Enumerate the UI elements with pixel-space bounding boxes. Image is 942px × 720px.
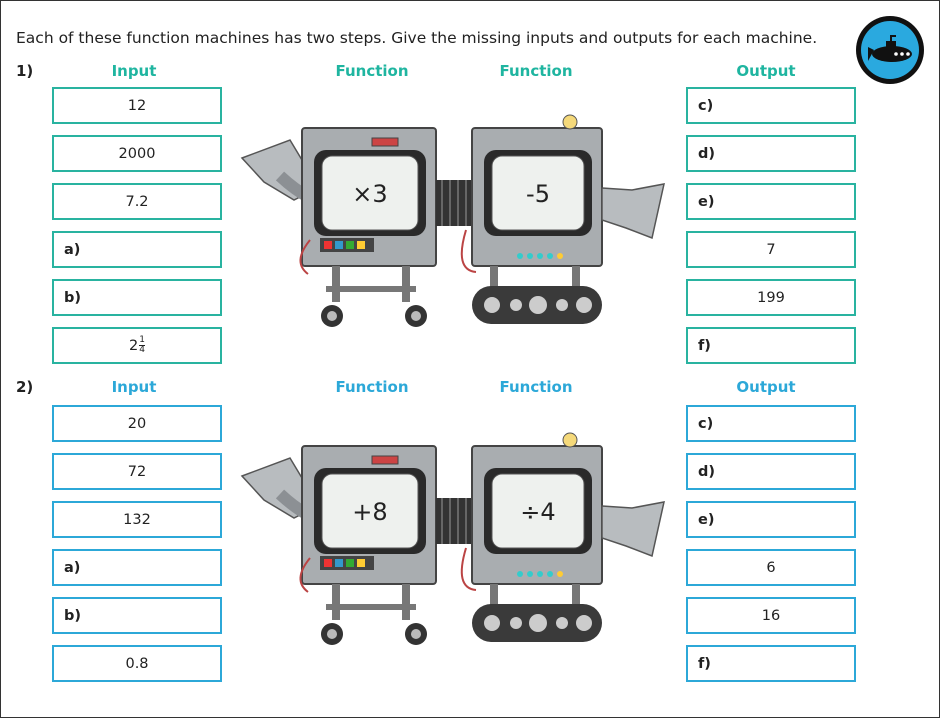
output-header: Output bbox=[736, 62, 796, 80]
input-header: Input bbox=[111, 62, 157, 80]
function-machine-robot bbox=[240, 110, 670, 332]
output-box-f[interactable]: f) bbox=[686, 645, 856, 682]
question-number: 1) bbox=[16, 62, 34, 80]
function-header-1: Function bbox=[335, 378, 409, 396]
mixed-number-fraction: $\frac{1}{4}$ bbox=[139, 335, 145, 355]
output-box-f[interactable]: f) bbox=[686, 327, 856, 364]
output-box-c[interactable]: c) bbox=[686, 87, 856, 124]
output-box-e[interactable]: e) bbox=[686, 183, 856, 220]
input-box-2[interactable]: 2000 bbox=[52, 135, 222, 172]
input-box-6[interactable]: 0.8 bbox=[52, 645, 222, 682]
function-header-1: Function bbox=[335, 62, 409, 80]
question-number: 2) bbox=[16, 378, 34, 396]
function-header-2: Function bbox=[499, 62, 573, 80]
input-box-2[interactable]: 72 bbox=[52, 453, 222, 490]
output-box-d[interactable]: d) bbox=[686, 453, 856, 490]
output-box-e[interactable]: e) bbox=[686, 501, 856, 538]
output-box-4[interactable]: 6 bbox=[686, 549, 856, 586]
submarine-icon bbox=[854, 14, 926, 86]
function-2-label: ÷4 bbox=[520, 498, 556, 526]
input-box-3[interactable]: 132 bbox=[52, 501, 222, 538]
function-header-2: Function bbox=[499, 378, 573, 396]
input-header: Input bbox=[111, 378, 157, 396]
input-box-1[interactable]: 20 bbox=[52, 405, 222, 442]
mixed-number-whole: 2 bbox=[129, 337, 139, 354]
function-2-label: -5 bbox=[526, 180, 550, 208]
input-box-b[interactable]: b) bbox=[52, 597, 222, 634]
instruction-text: Each of these function machines has two steps. Give the missing inputs and outputs for each machine. bbox=[16, 29, 818, 47]
input-box-6[interactable] bbox=[52, 327, 222, 364]
input-box-a[interactable]: a) bbox=[52, 549, 222, 586]
output-header: Output bbox=[736, 378, 796, 396]
function-machine-robot bbox=[240, 428, 670, 650]
input-box-b[interactable]: b) bbox=[52, 279, 222, 316]
output-box-c[interactable]: c) bbox=[686, 405, 856, 442]
input-box-3[interactable]: 7.2 bbox=[52, 183, 222, 220]
function-1-label: ×3 bbox=[352, 180, 388, 208]
output-box-d[interactable]: d) bbox=[686, 135, 856, 172]
output-box-5[interactable]: 199 bbox=[686, 279, 856, 316]
output-box-4[interactable]: 7 bbox=[686, 231, 856, 268]
input-box-1[interactable]: 12 bbox=[52, 87, 222, 124]
input-box-a[interactable]: a) bbox=[52, 231, 222, 268]
output-box-5[interactable]: 16 bbox=[686, 597, 856, 634]
function-1-label: +8 bbox=[352, 498, 388, 526]
